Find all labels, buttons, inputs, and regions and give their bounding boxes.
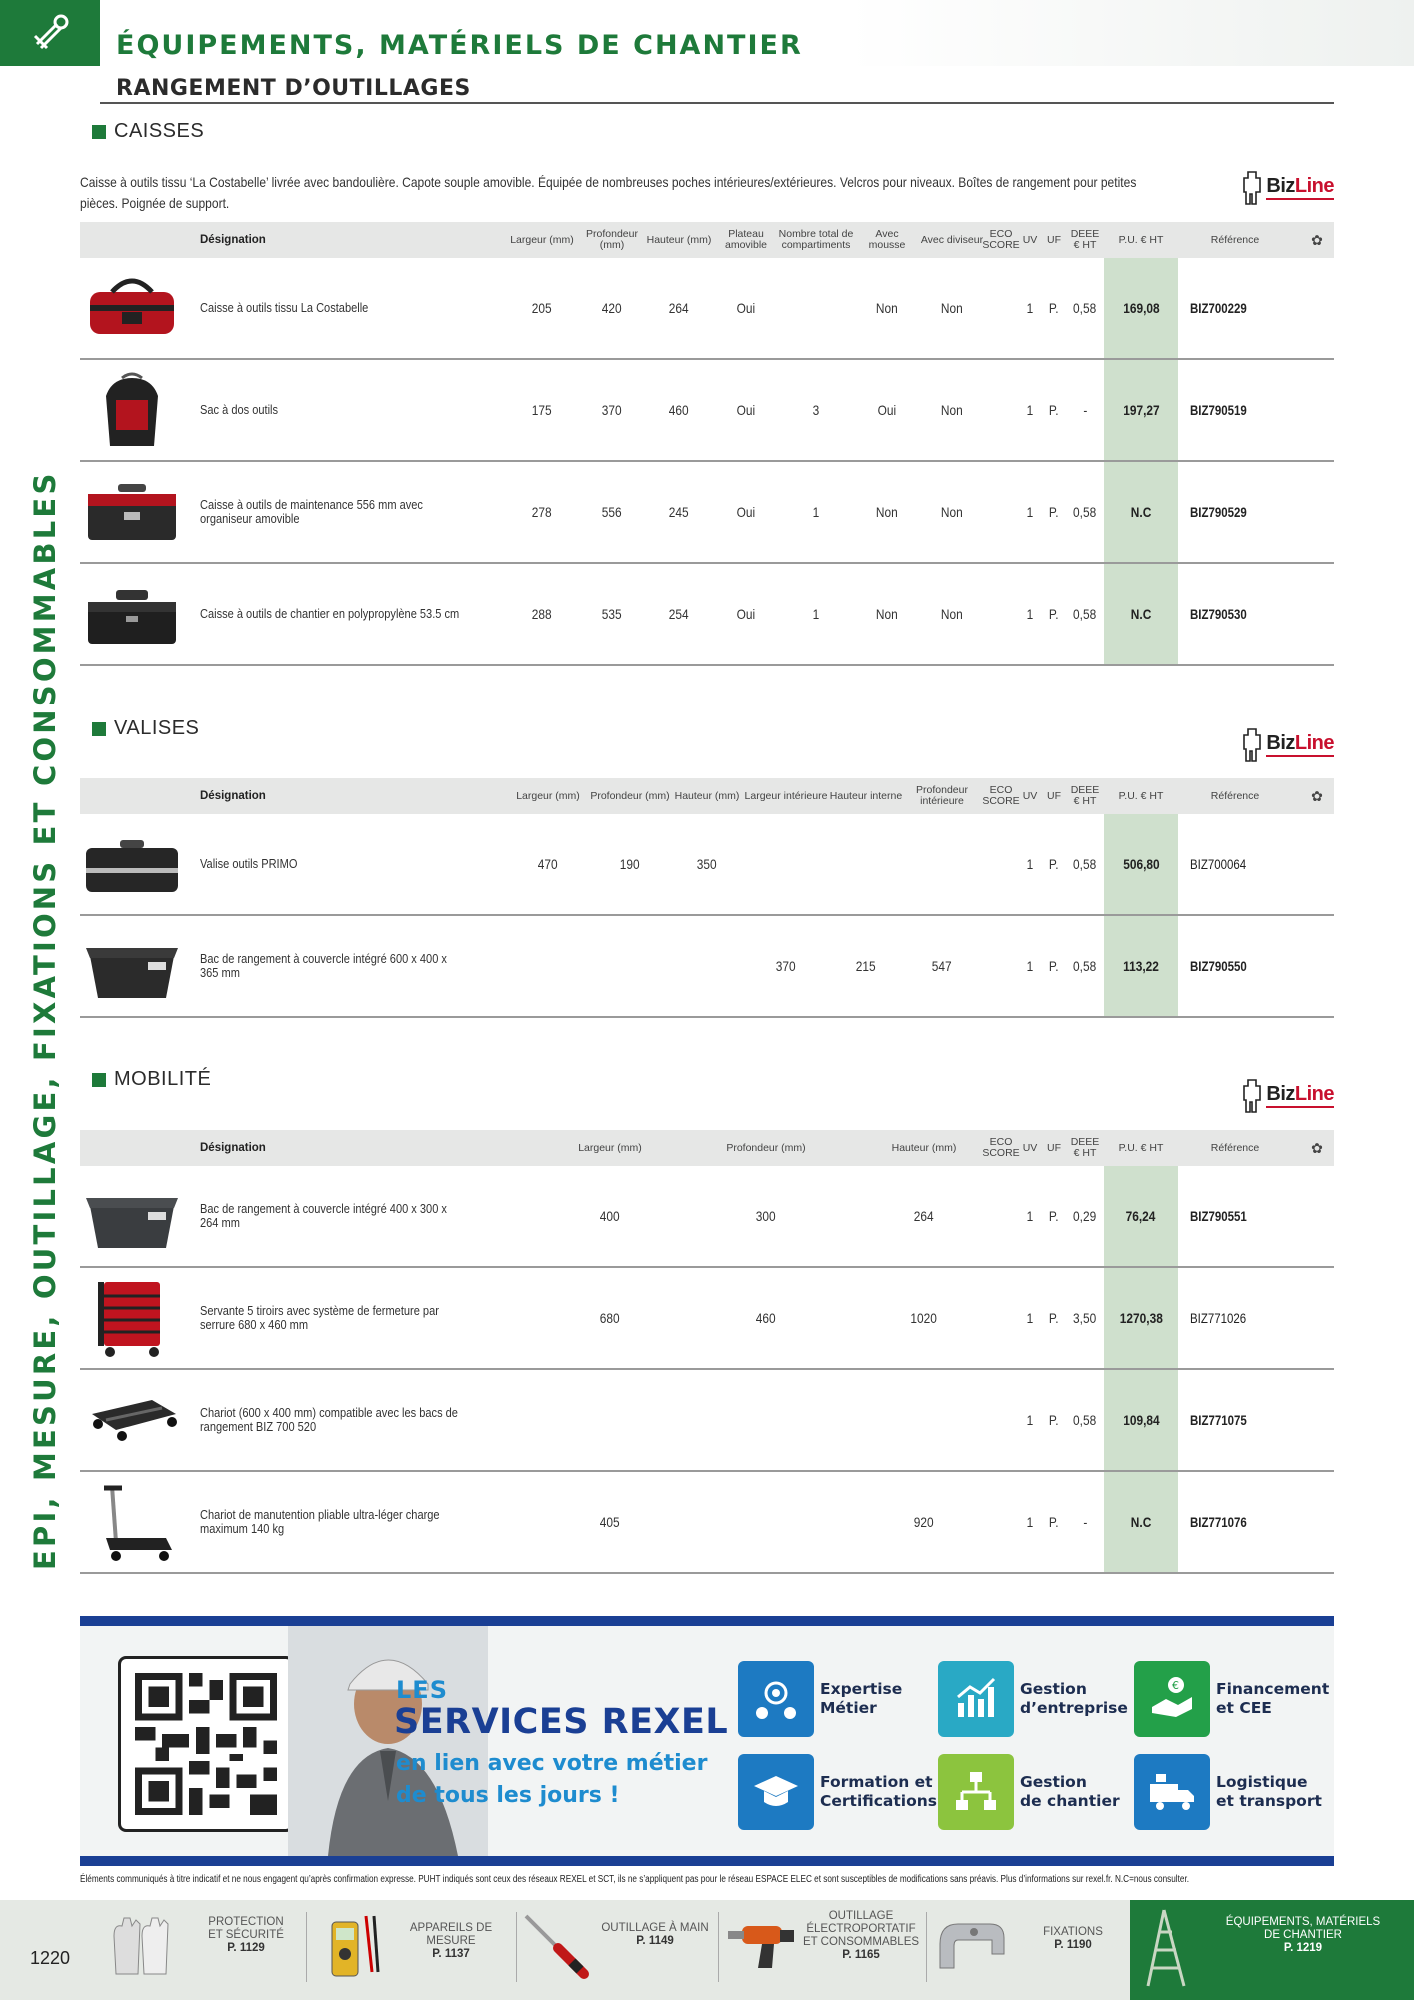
cell-profondeur: 460 [756,1310,776,1326]
cell-deee: - [1083,402,1087,418]
construction-tools-icon [27,10,73,56]
gloves-icon [108,1914,174,1976]
cell-reference[interactable]: BIZ790519 [1190,402,1247,418]
col-uv: UV [1022,233,1038,246]
graduation-cap-icon [738,1754,814,1830]
col-deee: DEEE € HT [1070,1136,1100,1159]
cell-reference[interactable]: BIZ700064 [1190,856,1247,872]
cell-uf: P. [1049,1310,1059,1326]
bizline-mascot-icon [1242,1076,1264,1114]
cell-price: N.C [1130,1514,1152,1530]
cell-profondeur: 190 [620,856,640,872]
col-designation: Désignation [200,233,266,246]
footer-nav-label: PROTECTION ET SÉCURITÉ P. 1129 [208,1916,284,1954]
cell-designation: Servante 5 tiroirs avec système de fermeture par serrure 680 x 460 mm [200,1303,439,1332]
cell-price: 506,80 [1122,856,1160,872]
bizline-mascot-icon [1242,168,1264,206]
footer-separator [306,1912,307,1982]
cell-profondeur: 556 [602,504,622,520]
cell-largeur: 680 [600,1310,620,1326]
col-profondeur: Profondeur (mm) [590,789,670,802]
cell-deee: 0,58 [1073,1412,1097,1428]
cell-designation: Bac de rangement à couvercle intégré 600 x 400 x 365 mm [200,951,447,980]
footer-nav-label: APPAREILS DE MESURE P. 1137 [409,1922,493,1960]
table-row [80,916,1334,1018]
col-compartiments: Nombre total de compartiments [778,228,854,251]
cell-largeur [516,916,580,1016]
product-image [82,1176,182,1256]
cell-uv: 1 [1026,402,1034,418]
col-largeur-interieure: Largeur intérieure [744,789,828,802]
col-designation: Désignation [200,789,266,802]
page-title: ÉQUIPEMENTS, MATÉRIELS DE CHANTIER [116,30,803,61]
col-ecoscore: ECO SCORE [982,784,1020,807]
section-bullet [92,125,106,139]
valises-table [80,778,1334,1018]
ladder-icon [1140,1908,1192,1988]
cell-uv: 1 [1026,1514,1034,1530]
cell-hauteur: 1020 [910,1310,938,1326]
table-header [80,222,1334,258]
cell-deee: 0,58 [1073,300,1097,316]
col-profondeur: Profondeur (mm) [586,228,638,251]
cell-plateau: Oui [736,606,756,622]
cell-largeur-interieure [744,814,828,914]
banner-les: LES [396,1676,448,1704]
cell-uv: 1 [1026,1208,1034,1224]
product-image [82,1380,182,1460]
svg-text:€: € [1172,1679,1179,1692]
footer-nav-outillage-main[interactable] [520,1906,716,1990]
cell-hauteur: 254 [669,606,689,622]
table-row [80,1472,1334,1574]
col-pu: P.U. € HT [1118,233,1164,246]
footer-nav-label: OUTILLAGE À MAIN P. 1149 [601,1922,709,1947]
cell-uv: 1 [1026,300,1034,316]
disclaimer-text: Éléments communiqués à titre indicatif et ne nous engagent qu’après confirmation expresse. PUHT indiqués sont ceux des réseaux REXEL et SCT, ils ne s’appliquent pas pour le réseau ESPACE ELEC et sont susceptibles de modifications sans préavis. Plus d’informations sur rexel.fr. N.C=nous consulter. [80,1874,1190,1885]
cell-compartiments: 1 [812,504,820,520]
eco-flower-icon: ✿ [1311,1139,1323,1156]
section-heading-label: CAISSES [114,120,205,142]
col-uf: UF [1047,233,1061,246]
col-reference: Référence [1210,789,1260,802]
product-image [82,1482,182,1562]
cell-uv: 1 [1026,1412,1034,1428]
section-icon-box [0,0,100,66]
cell-mousse: Non [876,504,898,520]
cell-deee: 0,58 [1073,958,1097,974]
footer-separator [718,1912,719,1982]
service-expertise-metier[interactable] [738,1661,902,1737]
table-row [80,1268,1334,1370]
cell-designation: Sac à dos outils [200,402,279,417]
cell-reference[interactable]: BIZ771076 [1190,1514,1247,1530]
cell-designation: Caisse à outils tissu La Costabelle [200,300,369,315]
col-uf: UF [1047,789,1061,802]
col-profondeur: Profondeur (mm) [726,1141,806,1154]
expertise-icon [738,1661,814,1737]
handshake-euro-icon [1134,1661,1210,1737]
cell-plateau: Oui [736,300,756,316]
product-image [82,1278,182,1358]
service-gestion-chantier[interactable] [938,1754,1120,1830]
bizline-wordmark: BizLine [1266,732,1334,757]
cell-largeur: 470 [538,856,558,872]
col-hauteur: Hauteur (mm) [646,233,712,246]
caisses-table [80,222,1334,666]
footer-nav-protection[interactable] [104,1906,300,1990]
cell-reference[interactable]: BIZ771026 [1190,1310,1247,1326]
cell-profondeur: 370 [602,402,622,418]
footer-nav-electroportatif[interactable] [724,1906,924,1990]
cell-hauteur [874,1370,974,1470]
cell-largeur: 288 [532,606,552,622]
cell-deee: - [1083,1514,1087,1530]
multimeter-icon [322,1912,382,1984]
eco-flower-icon: ✿ [1311,231,1323,248]
cell-deee: 0,58 [1073,504,1097,520]
cell-designation: Caisse à outils de maintenance 556 mm avec organiseur amovible [200,497,423,526]
cell-uf: P. [1049,958,1059,974]
cell-largeur: 278 [532,504,552,520]
banner-title: SERVICES REXEL [394,1702,729,1742]
cell-hauteur-interne [828,814,904,914]
cell-compartiments: 3 [812,402,820,418]
site-planning-icon [938,1754,1014,1830]
cell-price: 197,27 [1122,402,1160,418]
col-hauteur: Hauteur (mm) [891,1141,957,1154]
cell-uf: P. [1049,504,1059,520]
cell-price: N.C [1130,504,1152,520]
cell-designation: Valise outils PRIMO [200,856,298,871]
cell-profondeur: 535 [602,606,622,622]
cell-uf: P. [1049,1514,1059,1530]
cell-hauteur: 350 [697,856,717,872]
cell-price: 169,08 [1122,300,1160,316]
cell-reference[interactable]: BIZ790551 [1190,1208,1247,1224]
service-label: Logistique et transport [1216,1773,1322,1810]
col-diviseur: Avec diviseur [920,233,984,246]
cell-uf: P. [1049,1412,1059,1428]
cell-diviseur: Non [941,606,963,622]
cell-mousse: Non [876,300,898,316]
delivery-truck-icon [1134,1754,1210,1830]
col-deee: DEEE € HT [1070,228,1100,251]
cell-plateau: Oui [736,402,756,418]
section-heading-caisses [92,120,204,143]
cell-profondeur-interieure: 547 [932,958,952,974]
cell-uv: 1 [1026,856,1034,872]
cell-compartiments: 1 [812,606,820,622]
cell-deee: 0,58 [1073,606,1097,622]
col-uv: UV [1022,789,1038,802]
col-designation: Désignation [200,1141,266,1154]
table-row [80,1370,1334,1472]
table-row [80,814,1334,916]
power-drill-icon [728,1918,798,1974]
cell-plateau: Oui [736,504,756,520]
cell-hauteur: 920 [914,1514,934,1530]
service-label: Gestion de chantier [1020,1773,1120,1810]
section-bullet [92,722,106,736]
table-row [80,462,1334,564]
business-chart-icon [938,1661,1014,1737]
cell-hauteur-interne: 215 [856,958,876,974]
product-image [82,824,182,904]
screwdriver-icon [520,1910,592,1982]
cell-reference[interactable]: BIZ790550 [1190,958,1247,974]
service-label: Gestion d’entreprise [1020,1680,1128,1717]
cell-diviseur: Non [941,504,963,520]
col-largeur: Largeur (mm) [516,789,580,802]
cell-designation: Caisse à outils de chantier en polypropylène 53.5 cm [200,606,460,621]
cell-compartiments [778,258,854,358]
page-subtitle: RANGEMENT D’OUTILLAGES [116,76,471,101]
service-formation-certifications[interactable] [738,1754,937,1830]
cell-designation: Bac de rangement à couvercle intégré 400 x 300 x 264 mm [200,1201,447,1230]
product-intro-text: Caisse à outils tissu ‘La Costabelle’ livrée avec bandoulière. Capote souple amovible. Équipée de nombreuses poches intérieures/extérieures. Velcros pour niveaux. Boîtes de rangement pour petites pièces. Poignée de support. [80,174,1137,211]
cell-profondeur: 300 [756,1208,776,1224]
cell-uv: 1 [1026,1310,1034,1326]
cell-profondeur: 420 [602,300,622,316]
section-heading-label: VALISES [114,717,200,739]
cell-hauteur: 264 [669,300,689,316]
cell-designation: Chariot de manutention pliable ultra-léger charge maximum 140 kg [200,1507,440,1536]
cell-largeur: 175 [532,402,552,418]
col-hauteur: Hauteur (mm) [674,789,740,802]
col-uf: UF [1047,1141,1061,1154]
cell-profondeur-interieure [906,814,978,914]
clamp-fixing-icon [934,1914,1010,1978]
footer-separator [516,1912,517,1982]
cell-reference[interactable]: BIZ700229 [1190,300,1247,316]
cell-hauteur [674,916,740,1016]
cell-designation: Chariot (600 x 400 mm) compatible avec les bacs de rangement BIZ 700 520 [200,1405,458,1434]
product-image [82,574,182,654]
cell-largeur: 400 [600,1208,620,1224]
cell-largeur [560,1370,660,1470]
table-row [80,564,1334,666]
table-row [80,1166,1334,1268]
cell-uf: P. [1049,402,1059,418]
section-heading-label: MOBILITÉ [114,1068,212,1090]
cell-mousse: Oui [877,402,897,418]
bizline-logo [1242,1076,1334,1114]
cell-deee: 3,50 [1073,1310,1097,1326]
col-reference: Référence [1210,233,1260,246]
cell-price: N.C [1130,606,1152,622]
cell-uf: P. [1049,856,1059,872]
service-label: Expertise Métier [820,1680,903,1717]
rexel-services-banner[interactable] [80,1616,1334,1866]
section-heading-mobilite [92,1068,211,1091]
qr-code-icon [135,1673,277,1815]
mobilite-table [80,1130,1334,1574]
service-logistique-transport[interactable] [1134,1754,1322,1830]
cell-deee: 0,29 [1073,1208,1097,1224]
cell-uf: P. [1049,300,1059,316]
cell-diviseur: Non [941,402,963,418]
bizline-wordmark: BizLine [1266,175,1334,200]
cell-price: 113,22 [1123,958,1159,974]
cell-reference[interactable]: BIZ790530 [1190,606,1247,622]
col-deee: DEEE € HT [1070,784,1100,807]
footer-nav-label: OUTILLAGE ÉLECTROPORTATIF ET CONSOMMABLES P. 1165 [802,1910,920,1961]
cell-largeur: 205 [532,300,552,316]
col-largeur: Largeur (mm) [578,1141,642,1154]
bizline-logo [1242,725,1334,763]
cell-uv: 1 [1026,504,1034,520]
footer-nav-equipements-active[interactable] [1136,1906,1412,1990]
footer-nav-mesure[interactable] [312,1906,512,1990]
cell-hauteur: 460 [669,402,689,418]
qr-code[interactable] [118,1656,294,1832]
cell-reference[interactable]: BIZ771075 [1190,1412,1247,1428]
cell-largeur-interieure: 370 [776,958,796,974]
col-pu: P.U. € HT [1118,1141,1164,1154]
cell-uf: P. [1049,1208,1059,1224]
cell-price: 76,24 [1126,1208,1156,1224]
col-plateau: Plateau amovible [724,228,768,251]
product-image [82,370,182,450]
col-mousse: Avec mousse [868,228,906,251]
service-gestion-entreprise[interactable] [938,1661,1128,1737]
bizline-logo [1242,168,1334,206]
product-image [82,268,182,348]
service-label: Formation et Certifications [820,1773,938,1810]
col-profondeur-interieure: Profondeur intérieure [916,784,968,807]
page-number: 1220 [30,1948,71,1968]
cell-hauteur: 245 [669,504,689,520]
bizline-mascot-icon [1242,725,1264,763]
cell-deee: 0,58 [1073,856,1097,872]
service-financement-cee[interactable] [1134,1661,1329,1737]
col-largeur: Largeur (mm) [510,233,574,246]
cell-uv: 1 [1026,958,1034,974]
banner-subtitle: en lien avec votre métier de tous les jours ! [396,1751,708,1808]
cell-profondeur [590,916,670,1016]
footer-separator [926,1912,927,1982]
section-heading-valises [92,717,199,740]
subtitle-underline [100,102,1334,104]
col-ecoscore: ECO SCORE [982,1136,1020,1159]
eco-flower-icon: ✿ [1311,787,1323,804]
footer-nav-fixations[interactable] [932,1906,1128,1990]
col-reference: Référence [1210,1141,1260,1154]
cell-hauteur: 264 [914,1208,934,1224]
cell-profondeur [716,1472,816,1572]
cell-profondeur [716,1370,816,1470]
col-uv: UV [1022,1141,1038,1154]
service-label: Financement et CEE [1216,1680,1330,1717]
cell-price: 109,84 [1122,1412,1160,1428]
col-hauteur-interne: Hauteur interne [829,789,903,802]
cell-largeur: 405 [600,1514,620,1530]
bizline-wordmark: BizLine [1266,1083,1334,1108]
table-row [80,258,1334,360]
section-bullet [92,1073,106,1087]
table-header [80,1130,1334,1166]
cell-uv: 1 [1026,606,1034,622]
cell-diviseur: Non [941,300,963,316]
cell-price: 1270,38 [1119,1310,1163,1326]
table-header [80,778,1334,814]
product-image [82,926,182,1006]
product-image [82,472,182,552]
col-ecoscore: ECO SCORE [982,228,1020,251]
vertical-category-label: EPI, MESURE, OUTILLAGE, FIXATIONS ET CONSOMMABLES [28,470,62,1570]
col-pu: P.U. € HT [1118,789,1164,802]
footer-nav-label: FIXATIONS P. 1190 [1043,1926,1103,1951]
cell-mousse: Non [876,606,898,622]
cell-uf: P. [1049,606,1059,622]
cell-reference[interactable]: BIZ790529 [1190,504,1247,520]
table-row [80,360,1334,462]
footer-nav-label: ÉQUIPEMENTS, MATÉRIELS DE CHANTIER P. 1219 [1225,1916,1381,1954]
